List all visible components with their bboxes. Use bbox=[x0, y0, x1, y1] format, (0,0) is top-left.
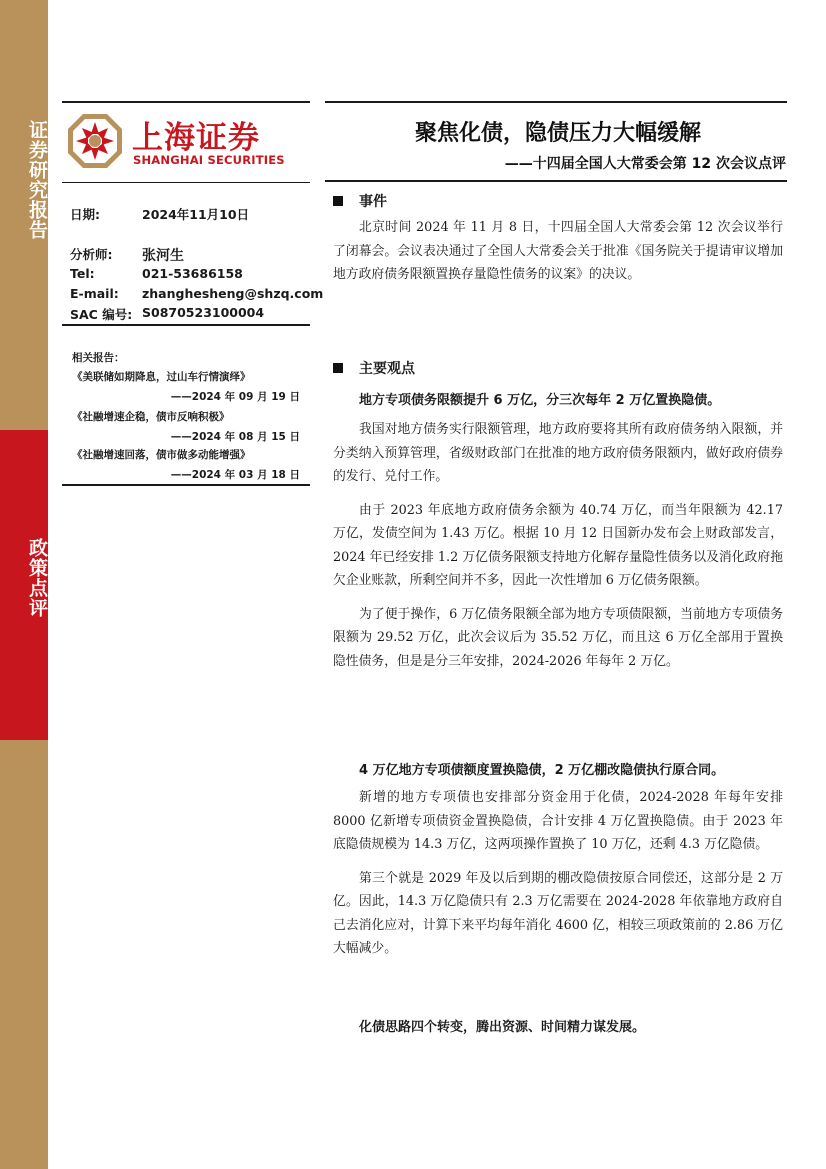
sac-value: S0870523100004 bbox=[142, 305, 265, 320]
related-report-date: ——2024 年 08 月 15 日 bbox=[170, 431, 300, 443]
email-value[interactable]: zhanghesheng@shzq.com bbox=[142, 286, 324, 301]
sac-label: SAC 编号: bbox=[70, 307, 133, 322]
body-paragraph: 新增的地方专项债也安排部分资金用于化债，2024-2028 年每年安排 8000 亿新增专项债资金置换隐债，合计安排 4 万亿置换隐债。由于 2023 年底隐债规模为 14.3 万亿，这两项操作置换了 10 万亿，还剩 4.3 万亿隐债。 bbox=[333, 790, 783, 852]
report-type-label: 证券研究报告 bbox=[26, 120, 48, 240]
event-body bbox=[333, 216, 783, 287]
left-header-rule bbox=[62, 182, 310, 183]
square-bullet-icon bbox=[333, 196, 343, 206]
date-value: 2024年11月10日 bbox=[142, 207, 250, 222]
body-paragraph: 我国对地方债务实行限额管理，地方政府要将其所有政府债务纳入限额，并分类纳入预算管理，省级财政部门在批准的地方政府债务限额内，做好政府债券的发行、兑付工作。 bbox=[333, 422, 783, 484]
event-paragraph: 北京时间 2024 年 11 月 8 日，十四届全国人大常委会第 12 次会议举行了闭幕会。会议表决通过了全国人大常委会关于批准《国务院关于提请审议增加地方政府债务限额置换存量隐性债务的议案》的决议。 bbox=[333, 220, 783, 282]
tel-value: 021-53686158 bbox=[142, 266, 243, 281]
report-title: 聚焦化债，隐债压力大幅缓解 bbox=[414, 121, 701, 146]
key-point-3: 化债思路四个转变，腾出资源、时间精力谋发展。 bbox=[359, 1020, 646, 1035]
brand-logo bbox=[66, 112, 286, 172]
related-report-date: ——2024 年 09 月 19 日 bbox=[170, 391, 300, 403]
main-body-1 bbox=[333, 418, 783, 673]
related-bottom-rule bbox=[62, 484, 310, 486]
left-top-rule bbox=[62, 101, 310, 103]
related-report-title[interactable]: 《社融增速企稳，债市反响积极》 bbox=[72, 411, 230, 423]
main-views-heading: 主要观点 bbox=[333, 358, 415, 378]
related-report-date: ——2024 年 03 月 18 日 bbox=[170, 469, 300, 481]
brand-name-en: SHANGHAI SECURITIES bbox=[133, 153, 285, 167]
analyst-name: 张河生 bbox=[142, 248, 184, 264]
meta-bottom-rule bbox=[62, 324, 310, 326]
date-label: 日期: bbox=[70, 207, 100, 222]
key-point-2: 4 万亿地方专项债额度置换隐债，2 万亿棚改隐债执行原合同。 bbox=[359, 763, 725, 778]
tel-label: Tel: bbox=[70, 266, 95, 281]
right-header-rule bbox=[325, 180, 787, 182]
body-paragraph: 第三个就是 2029 年及以后到期的棚改隐债按原合同偿还，这部分是 2 万亿。因此，14.3 万亿隐债只有 2.3 万亿需要在 2024-2028 年依靠地方政府自己去消化应对，计算下来平均每年消化 4600 亿，相较三项政策前的 2.86 万亿大幅减少。 bbox=[333, 870, 783, 956]
related-report-title[interactable]: 《社融增速回落，债市做多动能增强》 bbox=[72, 449, 251, 461]
main-body-2 bbox=[333, 786, 783, 961]
octagon-sunburst-logo-icon bbox=[66, 112, 124, 170]
brand-name-cn: 上海证券 bbox=[132, 120, 260, 156]
related-report-title[interactable]: 《美联储如期降息，过山车行情演绎》 bbox=[72, 371, 251, 383]
analyst-label: 分析师: bbox=[70, 247, 113, 262]
related-reports-title: 相关报告： bbox=[72, 352, 125, 364]
email-label: E-mail: bbox=[70, 286, 119, 301]
key-point-1: 地方专项债务限额提升 6 万亿，分三次每年 2 万亿置换隐债。 bbox=[359, 393, 721, 408]
right-top-rule bbox=[325, 101, 787, 103]
report-category-label: 政策点评 bbox=[26, 538, 48, 618]
event-heading: 事件 bbox=[333, 191, 387, 211]
body-paragraph: 由于 2023 年底地方政府债务余额为 40.74 万亿，而当年限额为 42.17 万亿，发债空间为 1.43 万亿。根据 10 月 12 日国新办发布会上财政部发言，2024 年已经安排 1.2 万亿债务限额支持地方化解存量隐性债务以及消化政府拖欠企业账款，所剩空间并不多，因此一次性增加 6 万亿债务限额。 bbox=[333, 502, 783, 588]
body-paragraph: 为了便于操作，6 万亿债务限额全部为地方专项债限额，当前地方专项债务限额为 29.52 万亿，此次会议后为 35.52 万亿，而且这 6 万亿全部用于置换隐性债务，但是是分三年安排，2024-2026 年每年 2 万亿。 bbox=[333, 606, 783, 669]
report-subtitle: ——十四届全国人大常委会第 12 次会议点评 bbox=[504, 156, 786, 172]
square-bullet-icon bbox=[333, 363, 343, 373]
